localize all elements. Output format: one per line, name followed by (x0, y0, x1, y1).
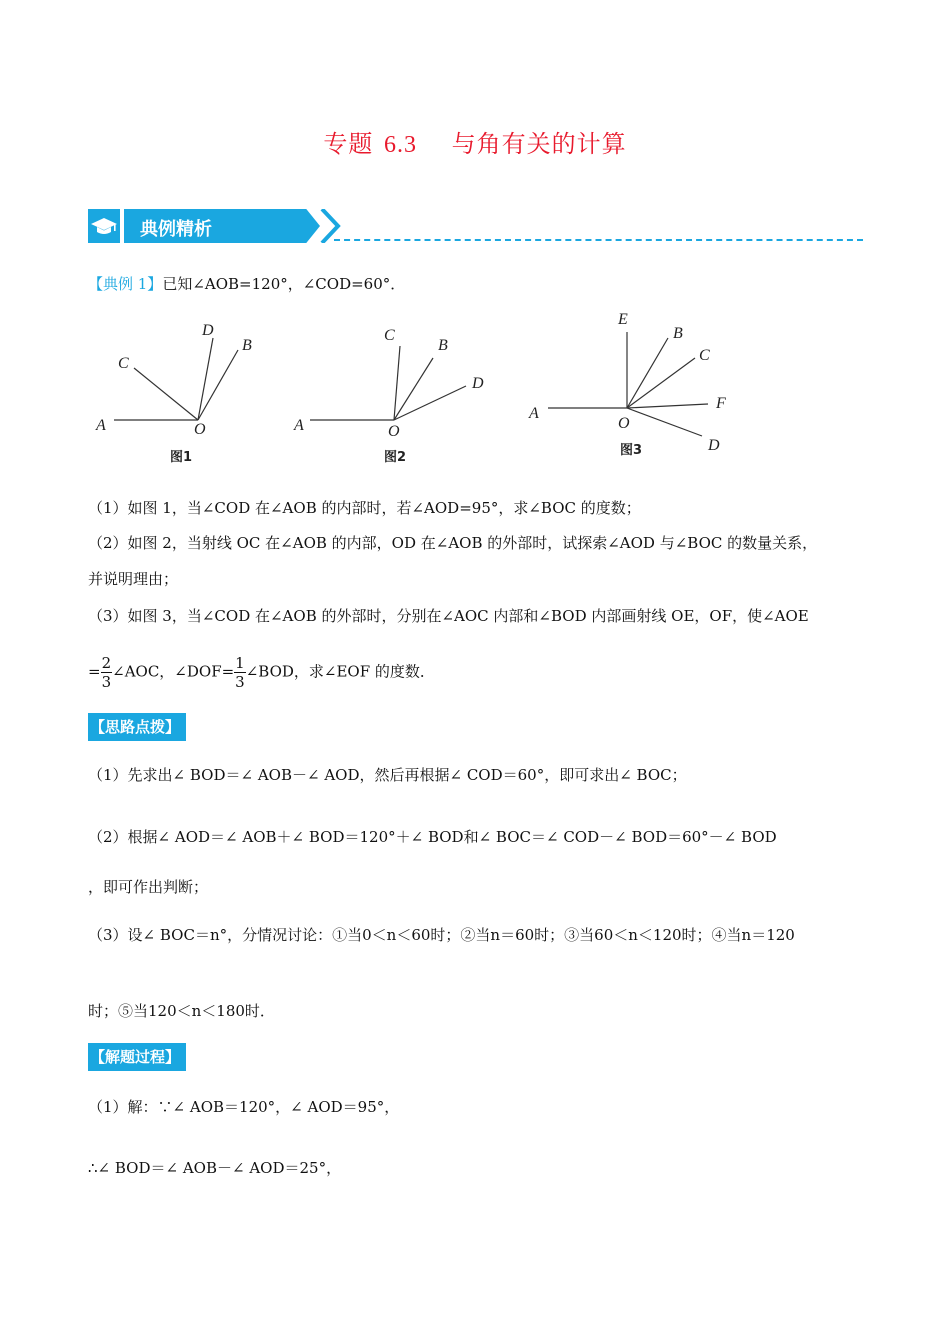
figures (88, 308, 848, 473)
page-title (0, 124, 950, 159)
fig2-caption: 图2 (384, 450, 407, 465)
q3-eq: = (88, 662, 101, 681)
example-tag: 【典例 1】 (88, 275, 163, 293)
fig2-label-o: O (388, 423, 400, 440)
fig3-label-f: F (716, 395, 726, 412)
fig2-label-a: A (294, 417, 304, 434)
figure-1 (95, 322, 252, 465)
hint-1: （1）先求出∠ BOD＝∠ AOB－∠ AOD，然后再根据∠ COD＝60°，即可求出∠ BOC； (88, 766, 687, 784)
title-text: 与角有关的计算 (451, 130, 627, 158)
fraction-1-3 (234, 654, 246, 691)
fig3-label-a: A (529, 405, 539, 422)
fig2-label-c: C (384, 327, 395, 344)
fig2-label-b: B (438, 337, 448, 354)
chevron-right-icon (314, 209, 346, 243)
fig3-label-c: C (699, 347, 710, 364)
graduation-cap-icon (88, 209, 120, 243)
fig1-label-c: C (118, 355, 129, 372)
fig3-caption: 图3 (620, 443, 643, 458)
fraction-2-3 (101, 654, 113, 691)
fig3-label-d: D (708, 437, 720, 454)
figure-3 (528, 311, 726, 458)
hint-badge: 【思路点拨】 (88, 713, 186, 741)
example-text: 已知∠AOB=120°，∠COD=60°． (162, 275, 406, 293)
fig1-label-d: D (202, 322, 214, 339)
fig1-caption: 图1 (170, 450, 193, 465)
figure-2 (293, 327, 484, 465)
title-number: 6.3 (384, 132, 417, 158)
fraction-numerator: 2 (101, 654, 112, 672)
fraction-denominator: 3 (101, 673, 112, 691)
question-1: （1）如图 1，当∠COD 在∠AOB 的内部时，若∠AOD=95°，求∠BOC 的度数； (88, 499, 641, 517)
hint-3-line-2: 时；⑤当120＜n＜180时． (88, 1002, 275, 1020)
example-statement (88, 273, 405, 294)
fig1-label-a: A (96, 417, 106, 434)
q3-end: ∠BOD，求∠EOF 的度数． (245, 662, 435, 681)
question-2-line-2: 并说明理由； (88, 570, 179, 588)
fig3-label-e: E (618, 311, 628, 328)
solution-step-2: ∴∠ BOD＝∠ AOB－∠ AOD＝25°， (88, 1159, 342, 1177)
fig1-label-b: B (242, 337, 252, 354)
fig3-label-b: B (673, 325, 683, 342)
banner-dashed-line (334, 239, 863, 241)
banner-label: 典例精析 (140, 219, 212, 240)
hint-2-line-2: ，即可作出判断； (88, 878, 209, 896)
fig1-label-o: O (194, 421, 206, 438)
hint-2-line-1: （2）根据∠ AOD＝∠ AOB＋∠ BOD＝120°＋∠ BOD和∠ BOC＝∠ COD－∠ BOD＝60°－∠ BOD (88, 828, 777, 846)
solution-step-1: （1）解：∵∠ AOB＝120°，∠ AOD＝95°， (88, 1098, 400, 1116)
fraction-numerator: 1 (235, 654, 245, 672)
fig3-label-o: O (618, 415, 630, 432)
section-banner (88, 207, 863, 247)
title-prefix: 专题 (323, 130, 374, 158)
fig2-label-d: D (472, 375, 484, 392)
question-3-line-2 (88, 654, 435, 691)
question-3-line-1: （3）如图 3，当∠COD 在∠AOB 的外部时，分别在∠AOC 内部和∠BOD 内部画射线 OE，OF，使∠AOE (88, 607, 809, 625)
hint-3-line-1: （3）设∠ BOC＝n°，分情况讨论：①当0＜n＜60时；②当n＝60时；③当60＜n＜120时；④当n＝120 (88, 926, 795, 944)
solution-badge: 【解题过程】 (88, 1043, 186, 1071)
fraction-denominator: 3 (235, 673, 245, 691)
question-2-line-1: （2）如图 2，当射线 OC 在∠AOB 的内部，OD 在∠AOB 的外部时，试探索∠AOD 与∠BOC 的数量关系， (88, 534, 818, 552)
banner-icon-box (88, 209, 120, 243)
q3-mid: ∠AOC，∠DOF= (112, 662, 235, 681)
